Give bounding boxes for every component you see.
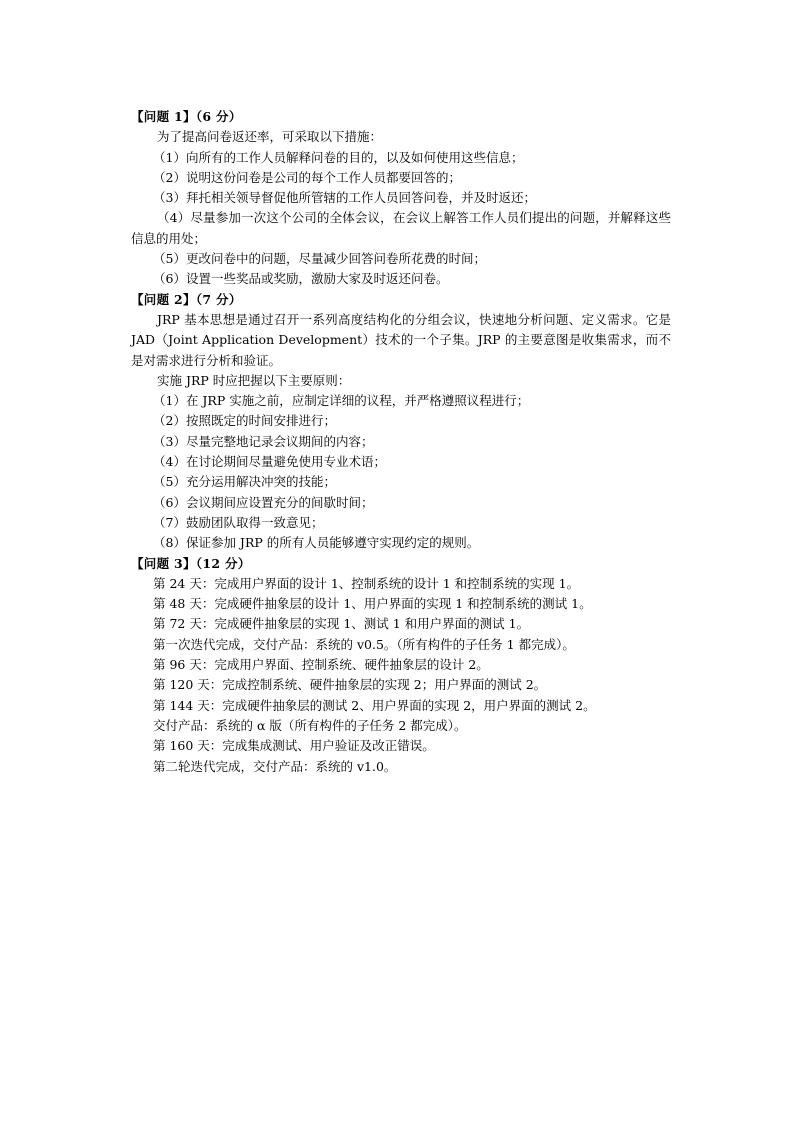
q3-line-7: 第 144 天：完成硬件抽象层的测试 2、用户界面的实现 2，用户界面的测试 2。 <box>153 697 596 713</box>
q1-item-2: （2）说明这份问卷是公司的每个工作人员都要回答的； <box>153 169 461 185</box>
q1-item-4: （4）尽量参加一次这个公司的全体会议，在会议上解答工作人员们提出的问题，并解释这些信息的用处； <box>131 210 671 246</box>
q1-item-3: （3）拜托相关领导督促他所管辖的工作人员回答问卷，并及时返还； <box>153 190 536 206</box>
q3-line-6: 第 120 天：完成控制系统、硬件抽象层的实现 2；用户界面的测试 2。 <box>153 677 547 693</box>
q2-item-1: （1）在 JRP 实施之前，应制定详细的议程，并严格遵照议程进行； <box>153 393 530 409</box>
q2-item-4: （4）在讨论期间尽量避免使用专业术语； <box>153 454 386 470</box>
q2-item-2: （2）按照既定的时间安排进行； <box>153 413 336 429</box>
q2-item-3: （3）尽量完整地记录会议期间的内容； <box>153 433 374 449</box>
q2-item-5: （5）充分运用解决冲突的技能； <box>153 474 336 490</box>
q3-line-10: 第二轮迭代完成，交付产品：系统的 v1.0。 <box>153 758 397 774</box>
answer-content <box>131 107 671 777</box>
q3-line-3: 第 72 天：完成硬件抽象层的实现 1、测试 1 和用户界面的测试 1。 <box>153 616 530 632</box>
q1-item-6: （6）设置一些奖品或奖励，激励大家及时返还问卷。 <box>153 271 449 287</box>
q3-line-5: 第 96 天：完成用户界面、控制系统、硬件抽象层的设计 2。 <box>153 657 489 673</box>
q2-intro: 实施 JRP 时应把握以下主要原则： <box>157 372 351 388</box>
q3-line-9: 第 160 天：完成集成测试、用户验证及改正错误。 <box>153 738 435 754</box>
q1-item-5: （5）更改问卷中的问题，尽量减少回答问卷所花费的时间； <box>153 251 486 267</box>
q2-heading: 【问题 2】（7 分） <box>131 291 242 307</box>
q2-item-6: （6）会议期间应设置充分的间歇时间； <box>153 494 374 510</box>
q3-line-4: 第一次迭代完成，交付产品：系统的 v0.5。（所有构件的子任务 1 都完成）。 <box>153 636 575 652</box>
q1-intro: 为了提高问卷返还率，可采取以下措施： <box>157 129 383 145</box>
q1-item-1: （1）向所有的工作人员解释问卷的目的，以及如何使用这些信息； <box>153 149 524 165</box>
q1-heading: 【问题 1】（6 分） <box>131 109 242 124</box>
q3-line-2: 第 48 天：完成硬件抽象层的设计 1、用户界面的实现 1 和控制系统的测试 1。 <box>153 596 592 612</box>
q3-line-1: 第 24 天：完成用户界面的设计 1、控制系统的设计 1 和控制系统的实现 1。 <box>153 575 580 591</box>
q3-line-8: 交付产品：系统的 α 版（所有构件的子任务 2 都完成）。 <box>153 717 467 733</box>
q3-heading: 【问题 3】（12 分） <box>131 555 251 571</box>
q2-item-8: （8）保证参加 JRP 的所有人员能够遵守实现约定的规则。 <box>153 535 480 551</box>
q2-item-7: （7）鼓励团队取得一致意见； <box>153 514 324 530</box>
q2-paragraph: JRP 基本思想是通过召开一系列高度结构化的分组会议，快速地分析问题、定义需求。它是 JAD（Joint Application Development）技术的一个子集。JRP 的主要意图是收集需求，而不是对需求进行分析和验证。 <box>131 311 671 368</box>
